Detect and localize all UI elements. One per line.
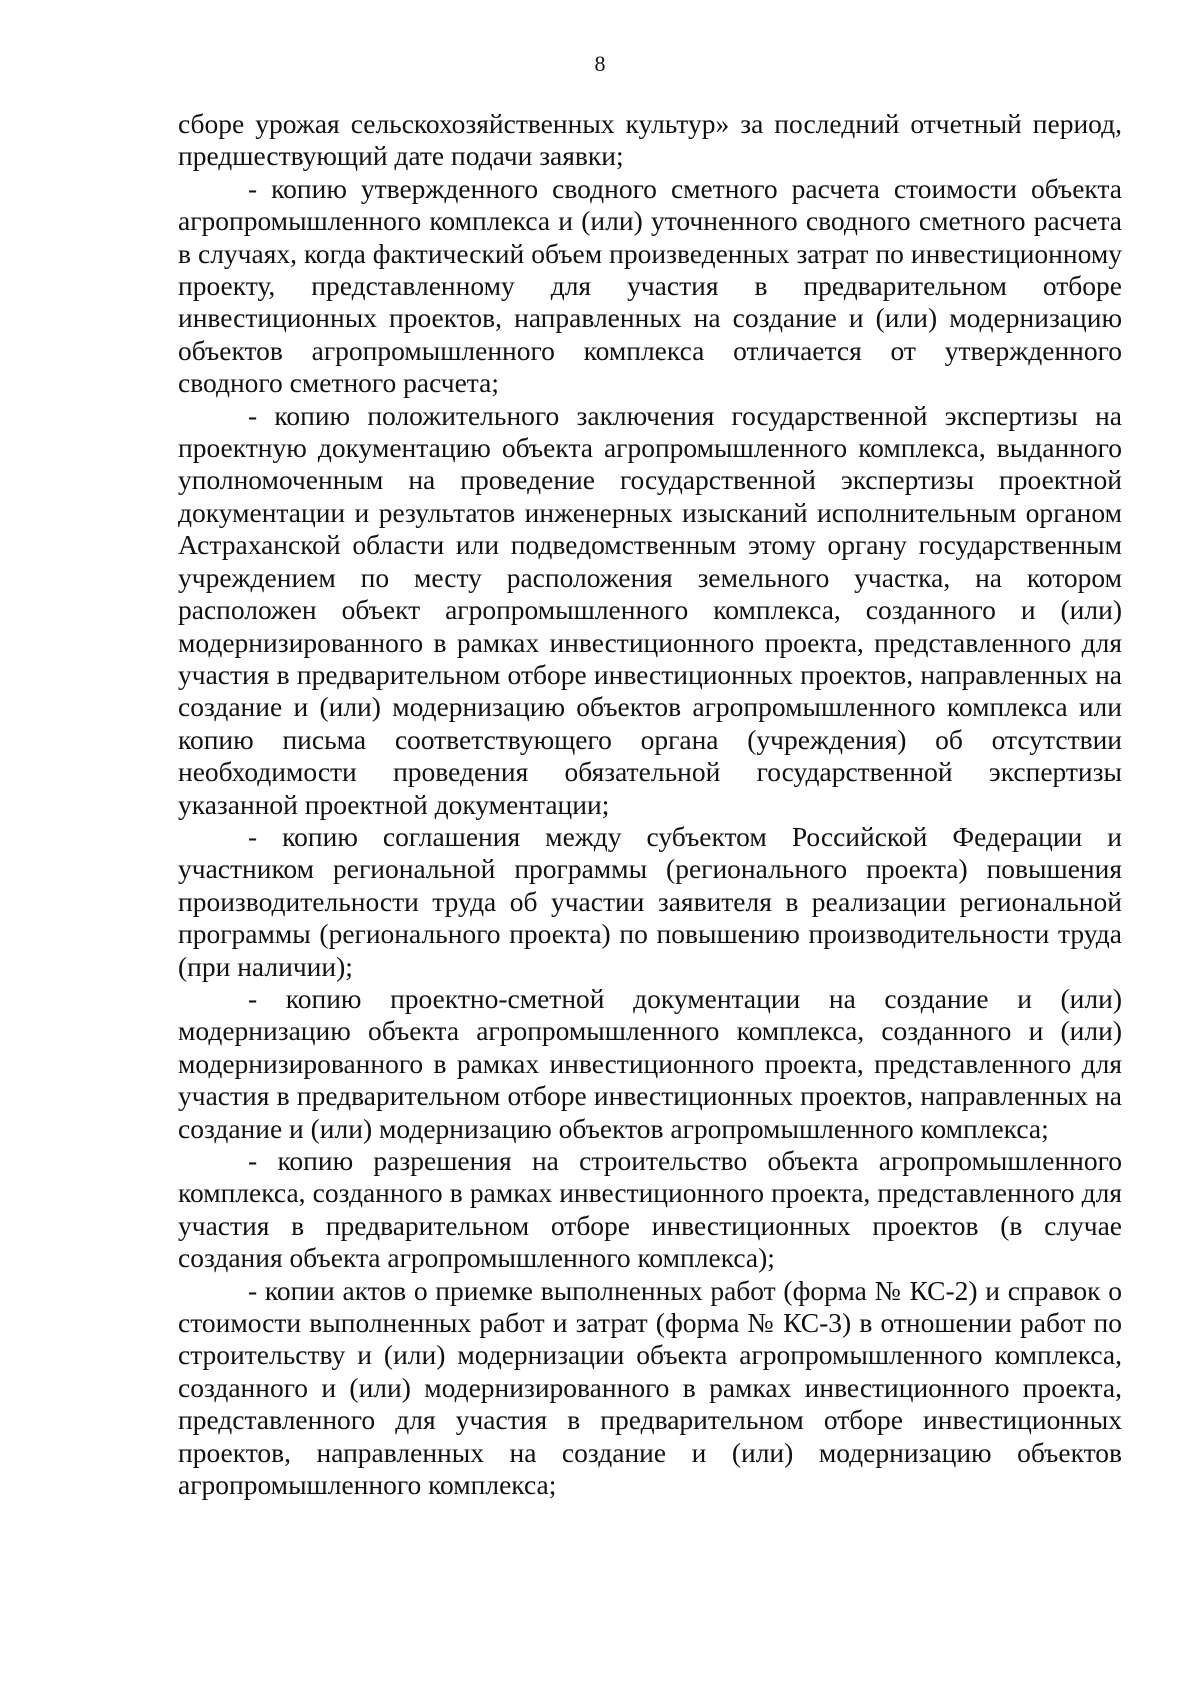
- paragraph-construction-permit: - копию разрешения на строительство объекта агропромышленного комплекса, созданного в рамках инвестиционного проекта, представленного для участия в предварительном отборе инвестиционных проектов (в случае создания объекта агропромышленного комплекса);: [178, 1145, 1122, 1274]
- paragraph-design-documentation: - копию проектно-сметной документации на создание и (или) модернизацию объекта агропромышленного комплекса, созданного и (или) модернизированного в рамках инвестиционного проекта, представленного для участия в предварительном отборе инвестиционных проектов, направленных на создание и (или) модернизацию объектов агропромышленного комплекса;: [178, 982, 1122, 1144]
- paragraph-productivity-agreement: - копию соглашения между субъектом Российской Федерации и участником региональной программы (регионального проекта) повышения производительности труда об участии заявителя в реализации региональной программы (регионального проекта) по повышению производительности труда (при наличии);: [178, 820, 1122, 982]
- document-body: [178, 108, 1122, 1501]
- page-number: 8: [594, 51, 606, 76]
- paragraph-continuation: сборе урожая сельскохозяйственных культур» за последний отчетный период, предшествующий дате подачи заявки;: [178, 108, 1122, 172]
- paragraph-acceptance-acts: - копии актов о приемке выполненных работ (форма № КС-2) и справок о стоимости выполненных работ и затрат (форма № КС-3) в отношении работ по строительству и (или) модернизации объекта агропромышленного комплекса, созданного и (или) модернизированного в рамках инвестиционного проекта, представленного для участия в предварительном отборе инвестиционных проектов, направленных на создание и (или) модернизацию объектов агропромышленного комплекса;: [178, 1274, 1122, 1501]
- paragraph-estimate-calculation: - копию утвержденного сводного сметного расчета стоимости объекта агропромышленного комплекса и (или) уточненного сводного сметного расчета в случаях, когда фактический объем произведенных затрат по инвестиционному проекту, представленному для участия в предварительном отборе инвестиционных проектов, направленных на создание и (или) модернизацию объектов агропромышленного комплекса отличается от утвержденного сводного сметного расчета;: [178, 172, 1122, 399]
- paragraph-state-expertise: - копию положительного заключения государственной экспертизы на проектную документацию объекта агропромышленного комплекса, выданного уполномоченным на проведение государственной экспертизы проектной документации и результатов инженерных изысканий исполнительным органом Астраханской области или подведомственным этому органу государственным учреждением по месту расположения земельного участка, на котором расположен объект агропромышленного комплекса, созданного и (или) модернизированного в рамках инвестиционного проекта, представленного для участия в предварительном отборе инвестиционных проектов, направленных на создание и (или) модернизацию объектов агропромышленного комплекса или копию письма соответствующего органа (учреждения) об отсутствии необходимости проведения обязательной государственной экспертизы указанной проектной документации;: [178, 399, 1122, 820]
